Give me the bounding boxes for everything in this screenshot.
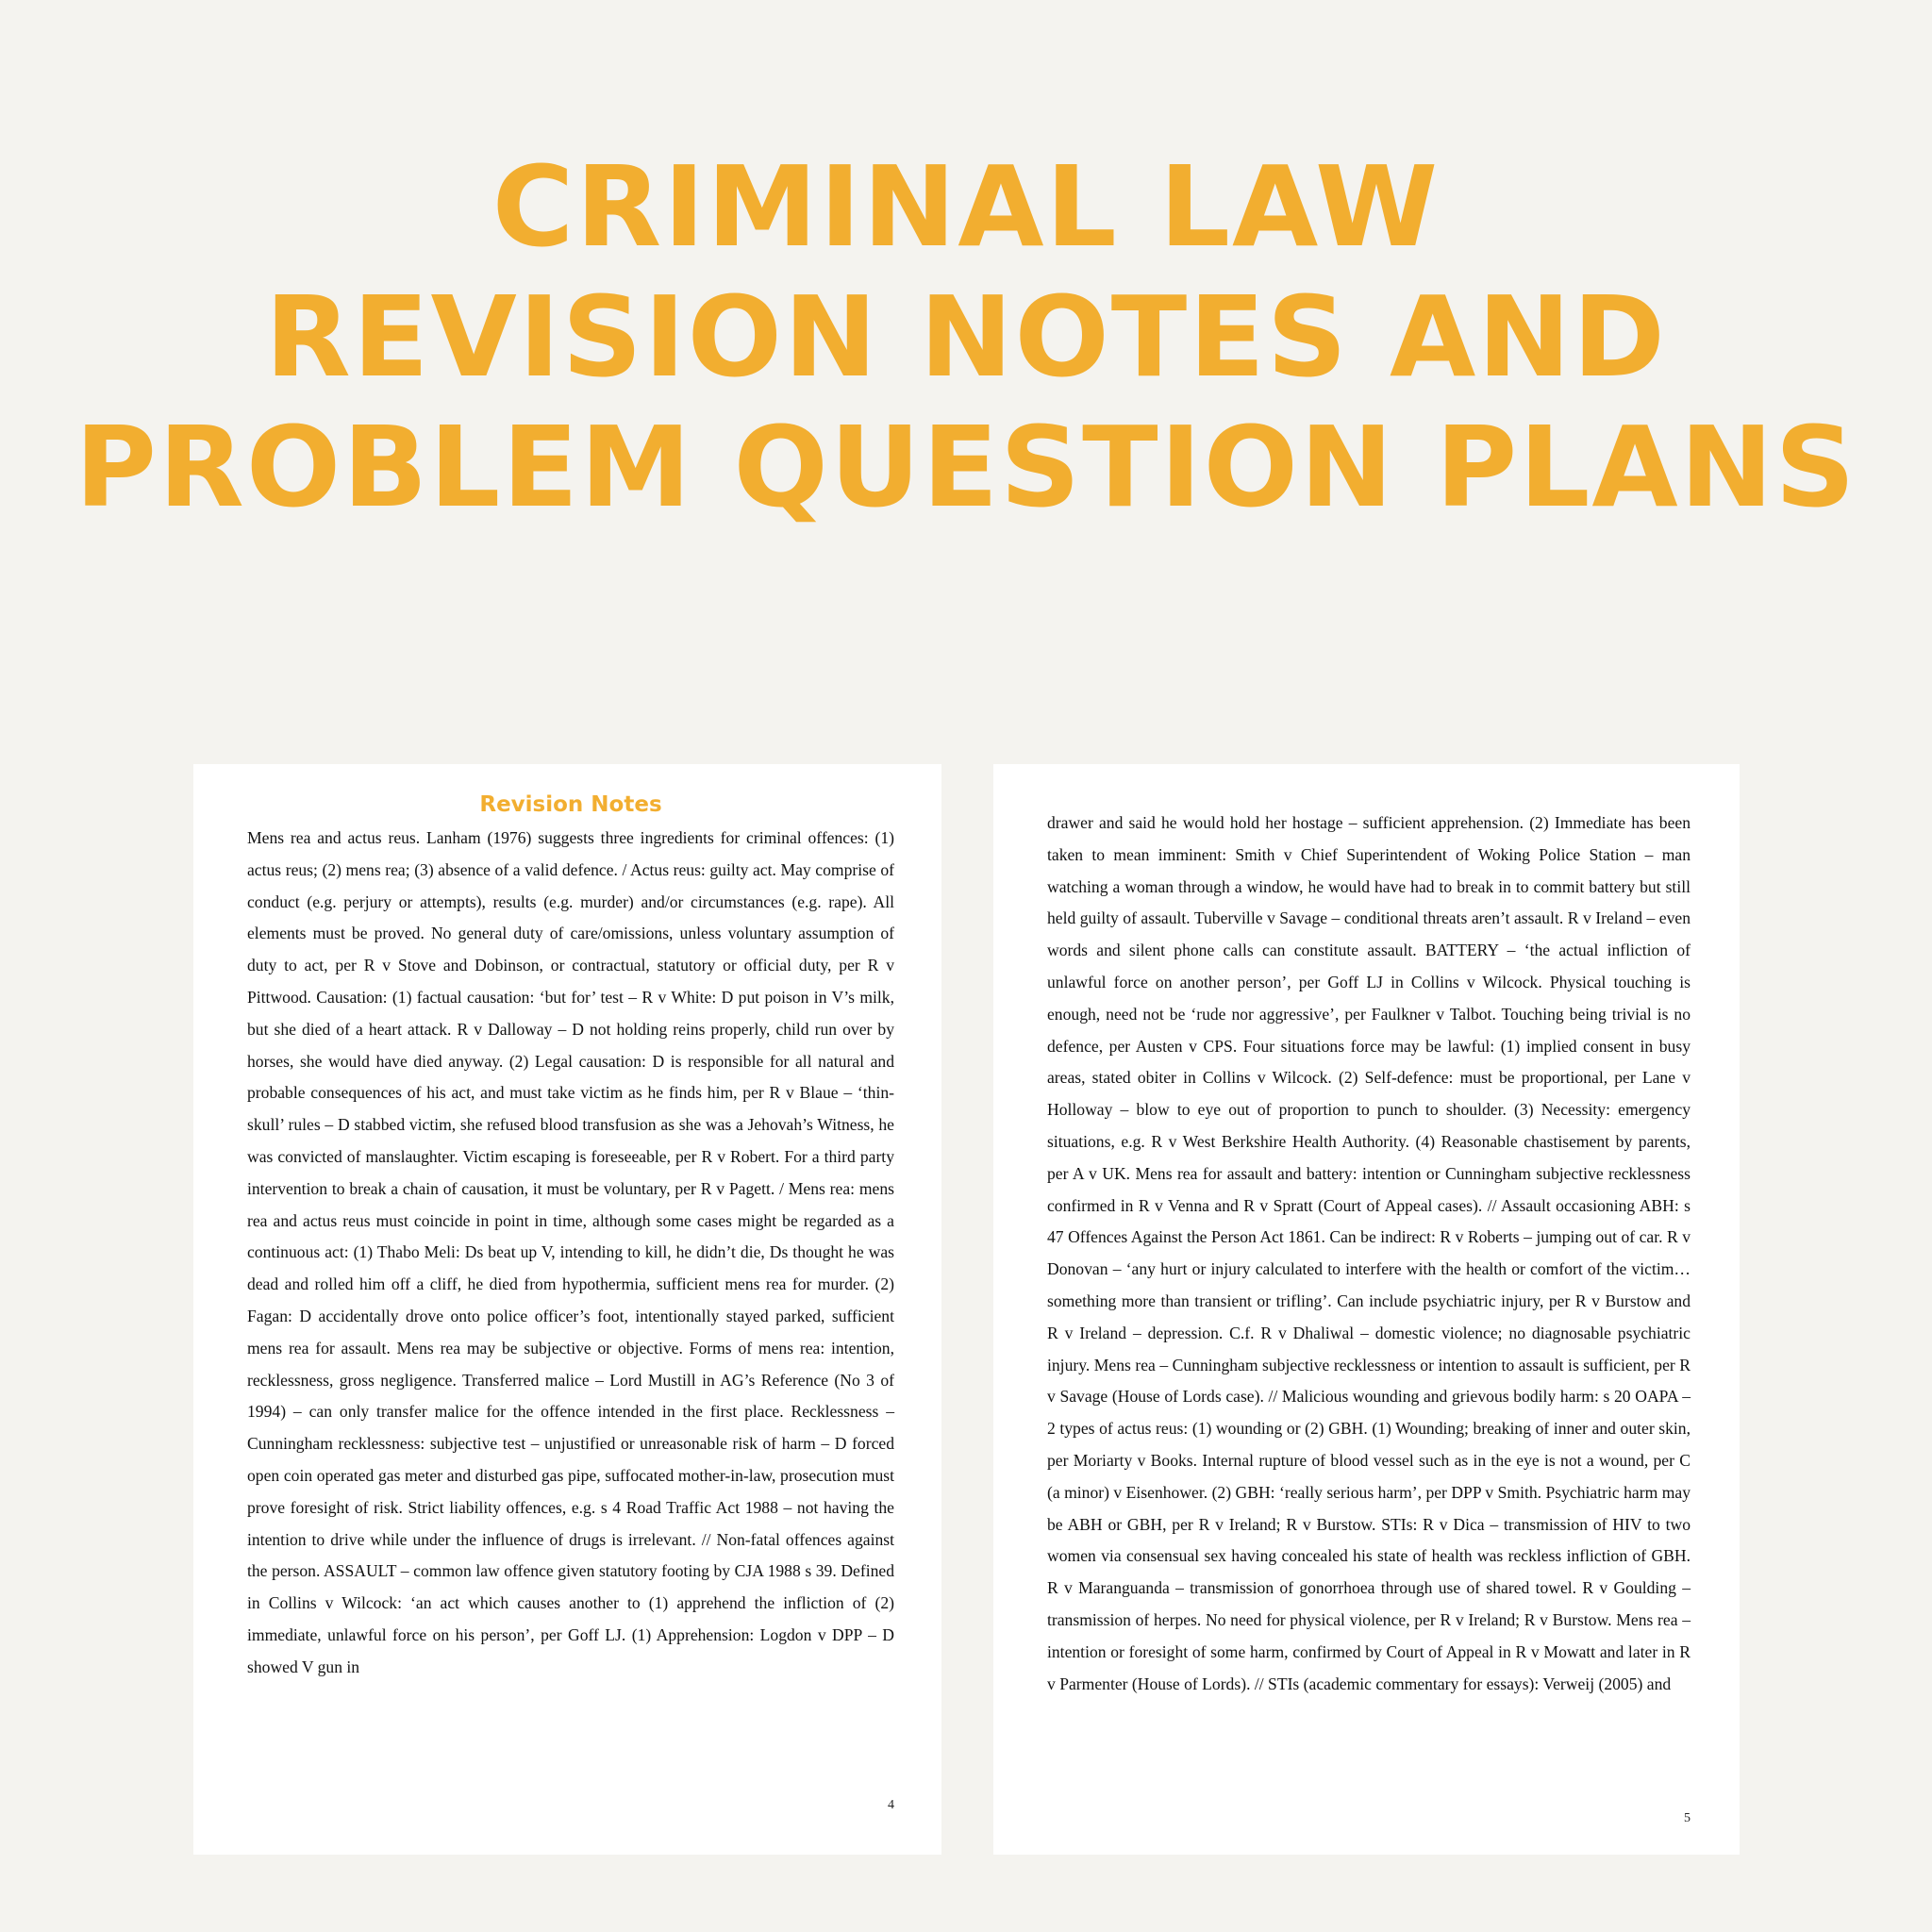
page-number: 4 bbox=[888, 1798, 894, 1812]
title-line-1: CRIMINAL LAW bbox=[491, 142, 1441, 272]
title-line-2: REVISION NOTES AND bbox=[265, 272, 1667, 402]
page-number: 5 bbox=[1684, 1811, 1690, 1825]
page-body-text: Mens rea and actus reus. Lanham (1976) suggests three ingredients for criminal offences: (1) actus reus; (2) mens rea; (3) absence of a valid defence. / Actus reus: guilty act. May comprise of conduct (e.g. perjury or attempts), results (e.g. murder) and/or circumstances (e.g. rape). All elements must be proved. No general duty of care/omissions, unless voluntary assumption of duty to act, per R v Stove and Dobinson, or contractual, statutory or official duty, per R v Pittwood. Causation: (1) factual causation: ‘but for’ test – R v White: D put poison in V’s milk, but she died of a heart attack. R v Dalloway – D not holding reins properly, child run over by horses, she would have died anyway. (2) Legal causation: D is responsible for all natural and probable consequences of his act, and must take victim as he finds him, per R v Blaue – ‘thin-skull’ rules – D stabbed victim, she refused blood transfusion as she was a Jehovah’s Witness, he was convicted of manslaughter. Victim escaping is foreseeable, per R v Robert. For a third party intervention to break a chain of causation, it must be voluntary, per R v Pagett. / Mens rea: mens rea and actus reus must coincide in point in time, although some cases might be regarded as a continuous act: (1) Thabo Meli: Ds beat up V, intending to kill, he didn’t die, Ds thought he was dead and rolled him off a cliff, he died from hypothermia, sufficient mens rea for murder. (2) Fagan: D accidentally drove onto police officer’s foot, intentionally stayed parked, sufficient mens rea for assault. Mens rea may be subjective or objective. Forms of mens rea: intention, recklessness, gross negligence. Transferred malice – Lord Mustill in AG’s Reference (No 3 of 1994) – can only transfer malice for the offence intended in the first place. Recklessness – Cunningham recklessness: subjective test – unjustified or unreasonable risk of harm – D forced open coin operated gas meter and disturbed gas pipe, suffocated mother-in-law, prosecution must prove foresight of risk. Strict liability offences, e.g. s 4 Road Traffic Act 1988 – not having the intention to drive while under the influence of drugs is irrelevant. // Non-fatal offences against the person. ASSAULT – common law offence given statutory footing by CJA 1988 s 39. Defined in Collins v Wilcock: ‘an act which causes another to (1) apprehend the infliction of (2) immediate, unlawful force on his person’, per Goff LJ. (1) Apprehension: Logdon v DPP – D showed V gun in bbox=[247, 828, 894, 1676]
page-body-text: drawer and said he would hold her hostage – sufficient apprehension. (2) Immediate has been taken to mean imminent: Smith v Chief Superintendent of Woking Police Station – man watching a woman through a window, he would have had to break in to commit battery but still held guilty of assault. Tuberville v Savage – conditional threats aren’t assault. R v Ireland – even words and silent phone calls can constitute assault. BATTERY – ‘the actual infliction of unlawful force on another person’, per Goff LJ in Collins v Wilcock. Physical touching is enough, need not be ‘rude nor aggressive’, per Faulkner v Talbot. Touching being trivial is no defence, per Austen v CPS. Four situations force may be lawful: (1) implied consent in busy areas, stated obiter in Collins v Wilcock. (2) Self-defence: must be proportional, per Lane v Holloway – blow to eye out of proportion to punch to shoulder. (3) Necessity: emergency situations, e.g. R v West Berkshire Health Authority. (4) Reasonable chastisement by parents, per A v UK. Mens rea for assault and battery: intention or Cunningham subjective recklessness confirmed in R v Venna and R v Spratt (Court of Appeal cases). // Assault occasioning ABH: s 47 Offences Against the Person Act 1861. Can be indirect: R v Roberts – jumping out of car. R v Donovan – ‘any hurt or injury calculated to interfere with the health or comfort of the victim…something more than transient or trifling’. Can include psychiatric injury, per R v Burstow and R v Ireland – depression. C.f. R v Dhaliwal – domestic violence; no diagnosable psychiatric injury. Mens rea – Cunningham subjective recklessness or intention to assault is sufficient, per R v Savage (House of Lords case). // Malicious wounding and grievous bodily harm: s 20 OAPA – 2 types of actus reus: (1) wounding or (2) GBH. (1) Wounding; breaking of inner and outer skin, per Moriarty v Books. Internal rupture of blood vessel such as in the eye is not a wound, per C (a minor) v Eisenhower. (2) GBH: ‘really serious harm’, per DPP v Smith. Psychiatric harm may be ABH or GBH, per R v Ireland; R v Burstow. STIs: R v Dica – transmission of HIV to two women via consensual sex having concealed his state of health was reckless infliction of GBH. R v Maranguanda – transmission of gonorrhoea through use of shared towel. R v Goulding – transmission of herpes. No need for physical violence, per R v Ireland; R v Burstow. Mens rea – intention or foresight of some harm, confirmed by Court of Appeal in R v Mowatt and later in R v Parmenter (House of Lords). // STIs (academic commentary for essays): Verweij (2005) and bbox=[1047, 813, 1690, 1693]
page-heading: Revision Notes bbox=[479, 792, 662, 817]
cover-title bbox=[0, 142, 1932, 532]
page-5-preview bbox=[993, 764, 1740, 1855]
title-line-3: PROBLEM QUESTION PLANS bbox=[75, 402, 1857, 532]
page-4-preview bbox=[193, 764, 941, 1855]
